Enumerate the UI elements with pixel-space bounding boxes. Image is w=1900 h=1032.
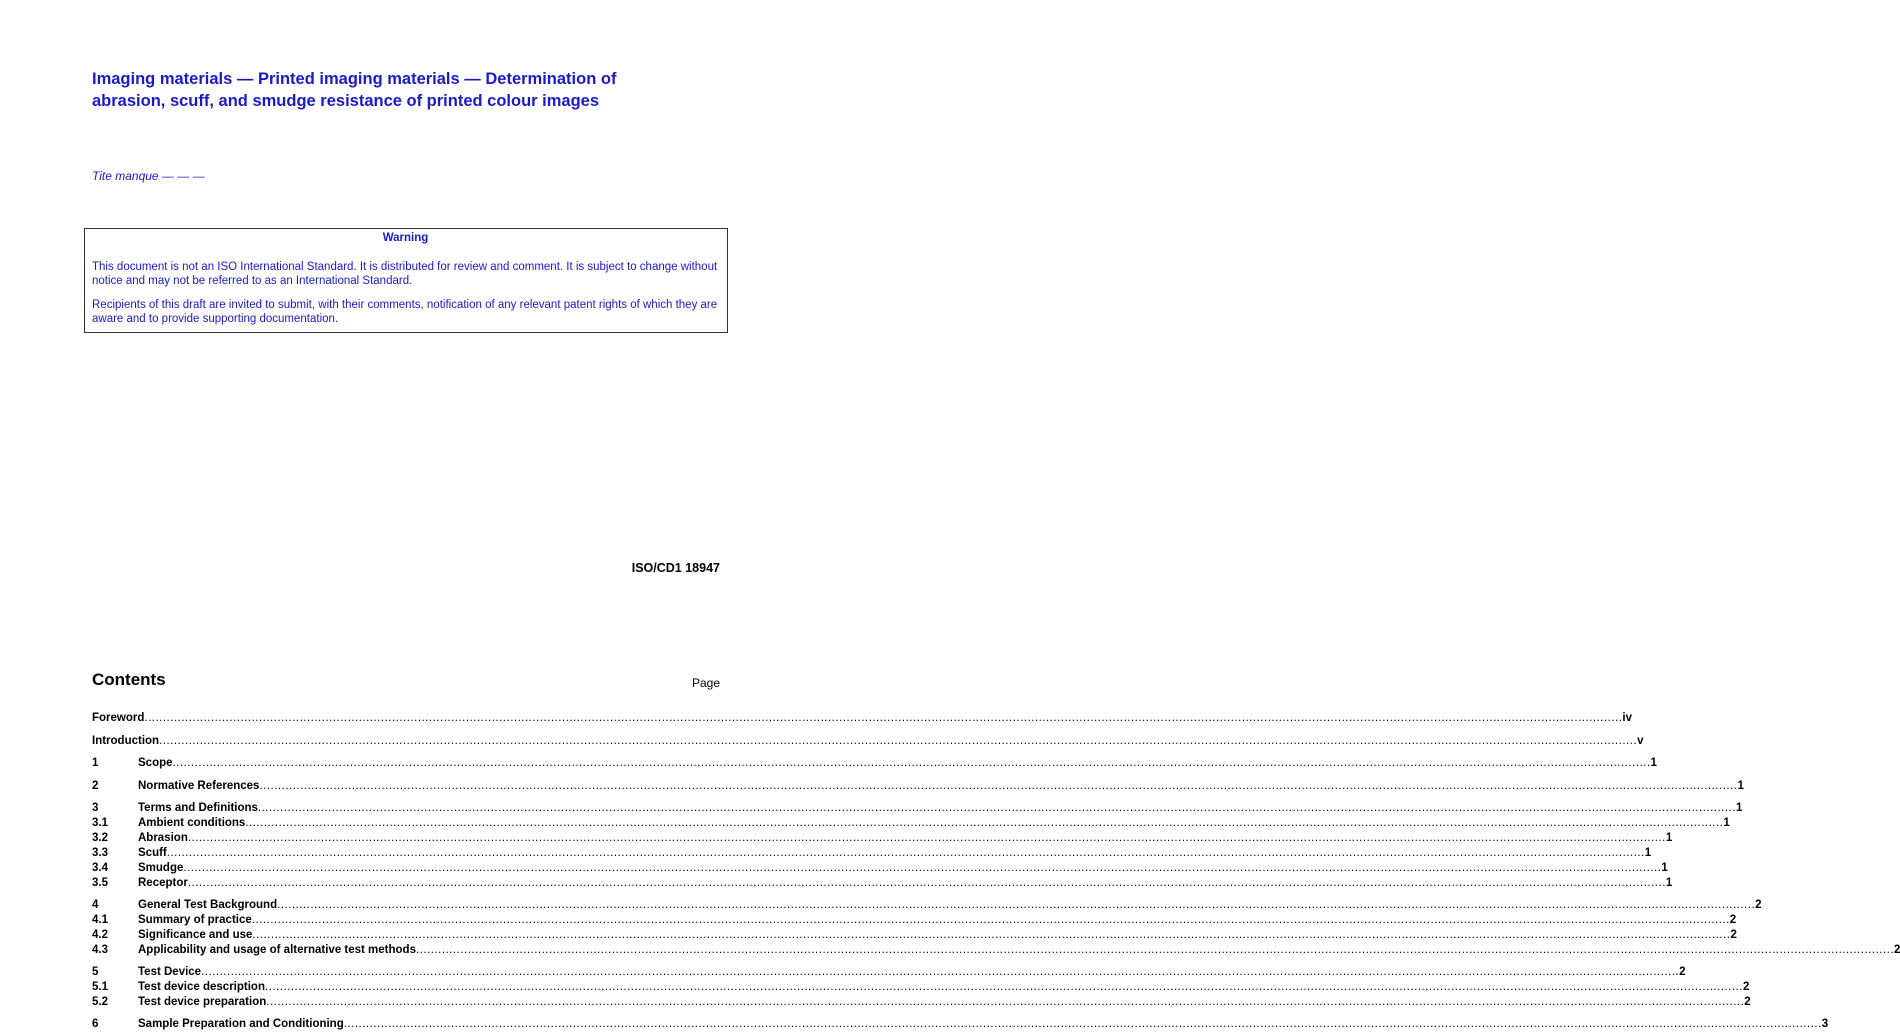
- toc-entry-title: Scope: [138, 757, 173, 769]
- toc-entry[interactable]: [92, 801, 1743, 816]
- warning-paragraph-1: This document is not an ISO International Standard. It is distributed for review and comment. It is subject to change without notice and may not be referred to as an International Standard.: [92, 260, 718, 287]
- toc-entry-title: Sample Preparation and Conditioning: [138, 1018, 344, 1030]
- toc-entry-page: 1: [1723, 817, 1730, 829]
- toc-entry-page: 2: [1744, 996, 1751, 1008]
- toc-entry-number: 5.1: [92, 981, 108, 993]
- toc-leader-dots: ................................................................................................................................................................................................................................................................................................................................................................................................................: [187, 877, 1666, 889]
- toc-entry[interactable]: [92, 980, 1750, 995]
- toc-entry-number: 3: [92, 802, 99, 814]
- toc-leader-dots: ................................................................................................................................................................................................................................................................................................................................................................................................................: [266, 996, 1745, 1008]
- toc-entry-page: 2: [1730, 929, 1737, 941]
- toc-entry-title: Abrasion: [138, 832, 188, 844]
- toc-entry-number: 5.2: [92, 996, 108, 1008]
- toc-entry[interactable]: [92, 846, 1652, 861]
- document-subtitle: Tite manque — — —: [92, 169, 205, 183]
- toc-leader-dots: ................................................................................................................................................................................................................................................................................................................................................................................................................: [187, 832, 1666, 844]
- toc-entry-number: 4.1: [92, 914, 108, 926]
- toc-entry-page: 1: [1665, 832, 1673, 844]
- toc-leader-dots: ................................................................................................................................................................................................................................................................................................................................................................................................................: [251, 914, 1730, 926]
- toc-entry[interactable]: [92, 898, 1762, 913]
- toc-leader-dots: ................................................................................................................................................................................................................................................................................................................................................................................................................: [252, 929, 1731, 941]
- warning-paragraph-2: Recipients of this draft are invited to submit, with their comments, notification of any relevant patent rights of which they are aware and to provide supporting documentation.: [92, 298, 718, 325]
- toc-entry-title: Foreword: [92, 712, 145, 724]
- toc-leader-dots: ................................................................................................................................................................................................................................................................................................................................................................................................................: [343, 1018, 1822, 1030]
- toc-entry[interactable]: [92, 756, 1657, 771]
- toc-entry-page: 1: [1665, 877, 1673, 889]
- toc-entry[interactable]: [92, 711, 1633, 726]
- toc-entry-number: 4.3: [92, 944, 108, 956]
- page-column-label: Page: [691, 676, 720, 690]
- toc-entry-page: 2: [1679, 966, 1686, 978]
- toc-entry-page: 1: [1735, 802, 1743, 814]
- toc-entry-number: 3.1: [92, 817, 108, 829]
- toc-leader-dots: ................................................................................................................................................................................................................................................................................................................................................................................................................: [183, 862, 1662, 874]
- toc-entry-number: 3.2: [92, 832, 108, 844]
- toc-entry[interactable]: [92, 943, 1900, 958]
- toc-entry-title: Smudge: [138, 862, 184, 874]
- toc-leader-dots: ................................................................................................................................................................................................................................................................................................................................................................................................................: [201, 966, 1680, 978]
- toc-entry-page: 2: [1755, 899, 1762, 911]
- toc-entry-page: iv: [1622, 712, 1633, 724]
- toc-entry-page: v: [1637, 735, 1644, 747]
- warning-box: [84, 228, 728, 333]
- toc-entry-number: 3.5: [92, 877, 108, 889]
- toc-entry-title: Scuff: [138, 847, 167, 859]
- toc-entry-page: 3: [1821, 1018, 1829, 1030]
- toc-entry[interactable]: [92, 861, 1668, 876]
- toc-entry-page: 1: [1661, 862, 1668, 874]
- toc-entry[interactable]: [92, 1017, 1829, 1032]
- toc-leader-dots: ................................................................................................................................................................................................................................................................................................................................................................................................................: [144, 712, 1623, 724]
- toc-entry[interactable]: [92, 928, 1737, 943]
- toc-entry[interactable]: [92, 913, 1737, 928]
- toc-entry-title: Applicability and usage of alternative test methods: [138, 944, 416, 956]
- title-line-1: Imaging materials — Printed imaging materials — Determination of: [92, 70, 617, 88]
- toc-entry-title: Introduction: [92, 735, 160, 747]
- toc-entry-number: 5: [92, 966, 99, 978]
- toc-entry-number: 4: [92, 899, 99, 911]
- toc-entry-title: Test device preparation: [138, 996, 267, 1008]
- contents-heading: Contents: [92, 670, 166, 689]
- toc-entry-page: 1: [1650, 757, 1657, 769]
- toc-entry[interactable]: [92, 995, 1751, 1010]
- toc-entry[interactable]: [92, 965, 1686, 980]
- toc-leader-dots: ................................................................................................................................................................................................................................................................................................................................................................................................................: [257, 802, 1736, 814]
- toc-leader-dots: ................................................................................................................................................................................................................................................................................................................................................................................................................: [264, 981, 1743, 993]
- toc-entry-number: 4.2: [92, 929, 108, 941]
- toc-entry-page: 2: [1743, 981, 1750, 993]
- toc-entry-title: Ambient conditions: [138, 817, 246, 829]
- document-number: ISO/CD1 18947: [631, 561, 720, 575]
- toc-entry-number: 3.4: [92, 862, 108, 874]
- toc-entry-page: 2: [1729, 914, 1737, 926]
- toc-entry-title: Significance and use: [138, 929, 253, 941]
- toc-entry-title: Test Device: [138, 966, 202, 978]
- document-title: [92, 68, 732, 112]
- toc-leader-dots: ................................................................................................................................................................................................................................................................................................................................................................................................................: [172, 757, 1651, 769]
- toc-leader-dots: ................................................................................................................................................................................................................................................................................................................................................................................................................: [166, 847, 1645, 859]
- toc-leader-dots: ................................................................................................................................................................................................................................................................................................................................................................................................................: [259, 780, 1738, 792]
- toc-entry-title: Terms and Definitions: [138, 802, 258, 814]
- toc-entry-title: Normative References: [138, 780, 260, 792]
- toc-leader-dots: ................................................................................................................................................................................................................................................................................................................................................................................................................: [277, 899, 1756, 911]
- toc-entry-page: 1: [1644, 847, 1652, 859]
- toc-entry-number: 3.3: [92, 847, 108, 859]
- toc-entry-title: Summary of practice: [138, 914, 252, 926]
- title-line-2: abrasion, scuff, and smudge resistance of printed colour images: [92, 92, 600, 110]
- toc-entry-number: 1: [92, 757, 99, 769]
- toc-entry[interactable]: [92, 831, 1673, 846]
- toc-entry-page: 2: [1894, 944, 1900, 956]
- toc-leader-dots: ................................................................................................................................................................................................................................................................................................................................................................................................................: [159, 735, 1638, 747]
- toc-entry[interactable]: [92, 816, 1730, 831]
- toc-leader-dots: ................................................................................................................................................................................................................................................................................................................................................................................................................: [245, 817, 1724, 829]
- toc-entry-page: 1: [1737, 780, 1744, 792]
- toc-leader-dots: ................................................................................................................................................................................................................................................................................................................................................................................................................: [415, 944, 1895, 956]
- toc-entry[interactable]: [92, 734, 1644, 749]
- toc-entry-number: 2: [92, 780, 99, 792]
- toc-entry[interactable]: [92, 876, 1673, 891]
- toc-entry[interactable]: [92, 779, 1744, 794]
- warning-heading: Warning: [382, 232, 429, 244]
- toc-entry-title: Test device description: [138, 981, 265, 993]
- toc-entry-number: 6: [92, 1018, 99, 1030]
- toc-entry-title: General Test Background: [138, 899, 278, 911]
- toc-entry-title: Receptor: [138, 877, 188, 889]
